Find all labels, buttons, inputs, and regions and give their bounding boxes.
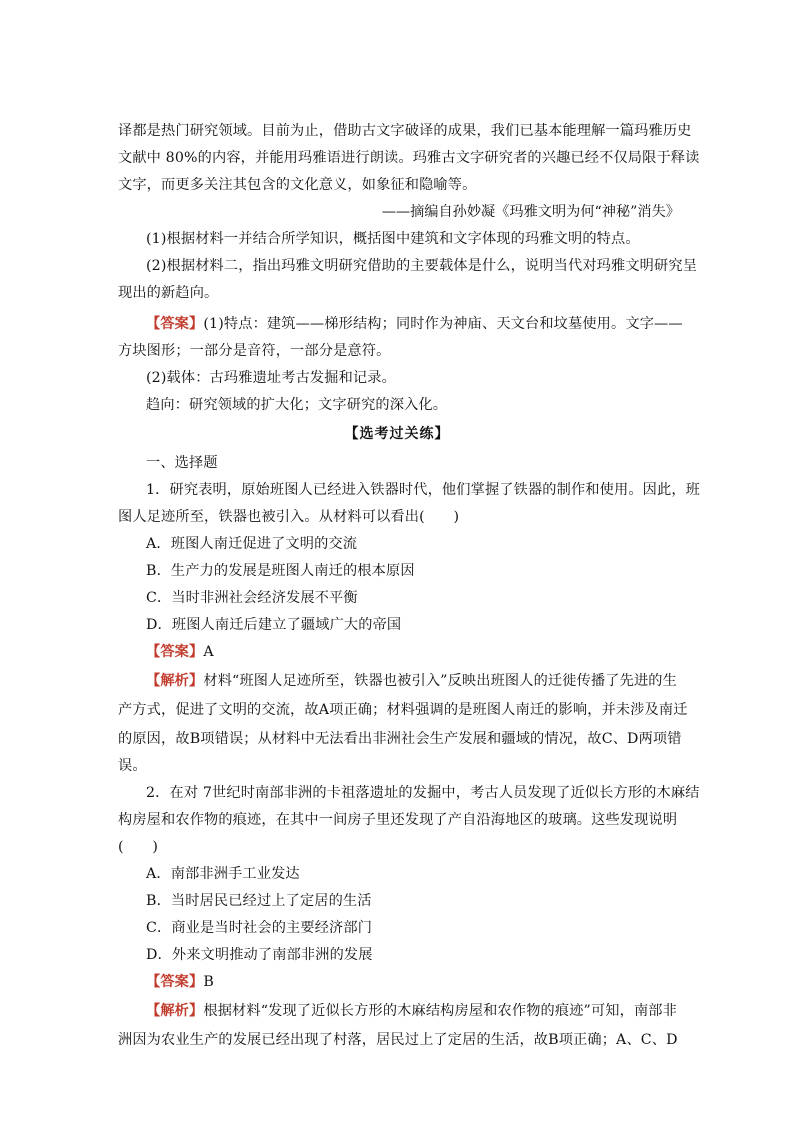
- answer-line: 趋向：研究领域的扩大化；文字研究的深入化。: [146, 397, 448, 413]
- q1-stem: 图人足迹所至，铁器也被引入。从材料可以看出( ): [118, 509, 460, 525]
- material-text-line: 译都是热门研究领域。目前为止，借助古文字破译的成果，我们已基本能理解一篇玛雅历史: [118, 123, 692, 139]
- question-2: (2)根据材料二，指出玛雅文明研究借助的主要载体是什么，说明当代对玛雅文明研究呈: [146, 258, 698, 274]
- answer-tag: 【答案】: [146, 644, 204, 660]
- question-2-cont: 现出的新趋向。: [118, 285, 219, 301]
- analysis-text: 根据材料“发现了近似长方形的木麻结构房屋和农作物的痕迹”可知，南部非: [203, 1003, 677, 1019]
- answer-tag: 【答案】: [146, 974, 204, 990]
- analysis-tag: 【解析】: [146, 1003, 204, 1019]
- answer-line: [146, 311, 706, 338]
- answer-line: 方块图形；一部分是音符，一部分是意符。: [118, 343, 391, 359]
- q2-option-d: D．外来文明推动了南部非洲的发展: [146, 947, 373, 963]
- section-subtitle: 一、选择题: [146, 455, 218, 471]
- q2-analysis-line: 洲因为农业生产的发展已经出现了村落，居民过上了定居的生活，故B项正确；A、C、D: [118, 1032, 678, 1048]
- q1-option-b: B．生产力的发展是班图人南迁的根本原因: [146, 563, 415, 579]
- q1-analysis: [146, 668, 706, 695]
- q2-answer: [146, 969, 706, 996]
- q2-option-c: C．商业是当时社会的主要经济部门: [146, 920, 373, 936]
- q1-stem: 1．研究表明，原始班图人已经进入铁器时代，他们掌握了铁器的制作和使用。因此，班: [146, 482, 701, 498]
- material-text-line: 文献中 80%的内容，并能用玛雅语进行朗读。玛雅古文字研究者的兴趣已经不仅局限于释读: [118, 150, 700, 166]
- q1-answer: [146, 639, 706, 666]
- q2-stem: ( ): [118, 839, 159, 855]
- material-text-line: 文字，而更多关注其包含的文化意义，如象征和隐喻等。: [118, 177, 477, 193]
- q1-option-d: D．班图人南迁后建立了疆域广大的帝国: [146, 617, 402, 633]
- section-title: 【选考过关练】: [344, 426, 450, 442]
- q1-option-c: C．当时非洲社会经济发展不平衡: [146, 590, 358, 606]
- answer-line: (2)载体：古玛雅遗址考古发掘和记录。: [146, 370, 396, 386]
- q2-option-a: A．南部非洲手工业发达: [146, 866, 300, 882]
- q2-stem: 2．在对 7世纪时南部非洲的卡祖落遗址的发掘中，考古人员发现了近似长方形的木麻结: [146, 785, 700, 801]
- q1-analysis-line: 的原因，故B项错误；从材料中无法看出非洲社会生产发展和疆域的情况，故C、D两项错: [118, 731, 682, 747]
- question-1: (1)根据材料一并结合所学知识，概括图中建筑和文字体现的玛雅文明的特点。: [146, 231, 640, 247]
- answer-value: A: [203, 644, 214, 660]
- analysis-tag: 【解析】: [146, 673, 204, 689]
- answer-text: (1)特点：建筑——梯形结构；同时作为神庙、天文台和坟墓使用。文字——: [203, 316, 683, 332]
- q2-analysis: [146, 998, 706, 1025]
- q1-analysis-line: 产方式，促进了文明的交流，故A项正确；材料强调的是班图人南迁的影响，并未涉及南迁: [118, 702, 688, 718]
- analysis-text: 材料“班图人足迹所至，铁器也被引入”反映出班图人的迁徙传播了先进的生: [203, 673, 677, 689]
- answer-value: B: [203, 974, 214, 990]
- q2-option-b: B．当时居民已经过上了定居的生活: [146, 893, 372, 909]
- material-source: ——摘编自孙妙凝《玛雅文明为何“神秘”消失》: [381, 204, 680, 220]
- q1-option-a: A．班图人南迁促进了文明的交流: [146, 536, 358, 552]
- q2-stem: 构房屋和农作物的痕迹，在其中一间房子里还发现了产自沿海地区的玻璃。这些发现说明: [118, 812, 678, 828]
- answer-tag: 【答案】: [146, 316, 204, 332]
- q1-analysis-line: 误。: [118, 758, 147, 774]
